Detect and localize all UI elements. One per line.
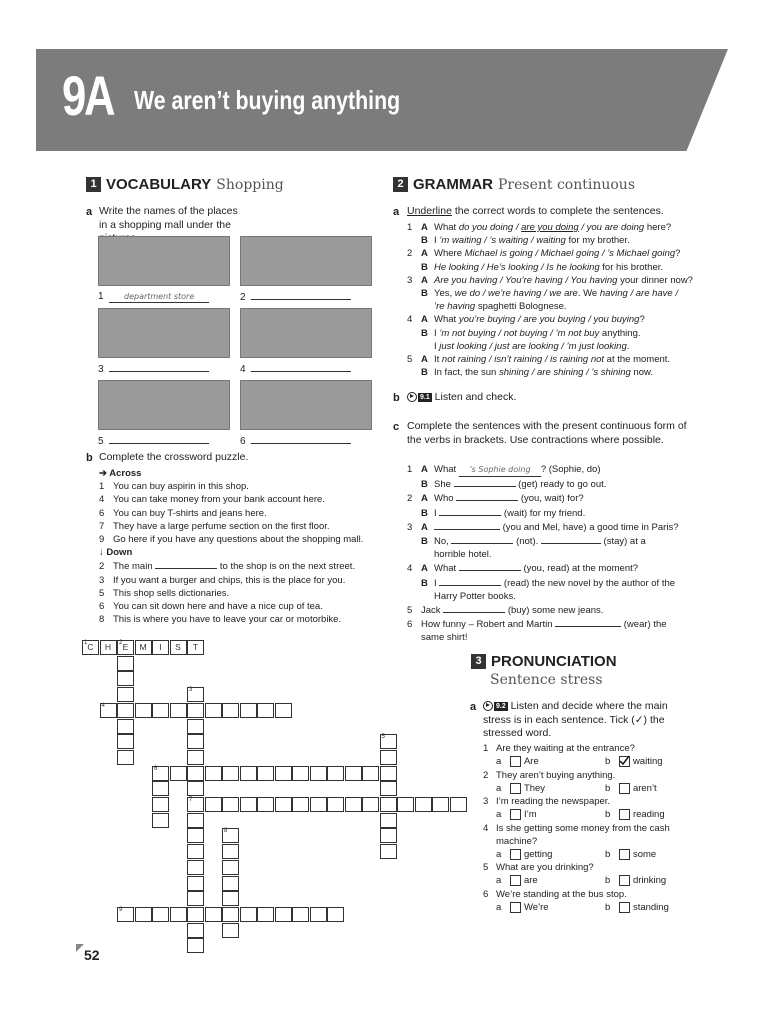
exercise-letter: c: [393, 421, 400, 433]
exercise-instruction: Write the names of the places in a shopping mall under the: [99, 205, 238, 231]
stress-option: a Are: [496, 756, 539, 768]
crossword-cell[interactable]: [117, 656, 134, 671]
crossword-cell[interactable]: [187, 923, 204, 938]
crossword-clue-number: 1: [84, 640, 88, 646]
crossword-cell[interactable]: [257, 907, 274, 922]
crossword-cell[interactable]: [187, 938, 204, 953]
crossword-clue-number: 9: [119, 906, 123, 913]
crossword-cell[interactable]: [205, 907, 222, 922]
item-sentence: Is she getting some money from the cash: [496, 822, 670, 834]
photo-answer-6: 6: [240, 434, 351, 448]
section-subtitle: Shopping: [216, 176, 284, 193]
crossword-cell[interactable]: [292, 907, 309, 922]
stress-option: b reading: [605, 809, 665, 821]
crossword-cell[interactable]: [240, 907, 257, 922]
grammar-c-items: 1 A What ’s Sophie doing ? (Sophie, do) B She (get) ready to go out. 2 A Who (you, wait) for? B I (wait) for my friend. 3 A (you and Mel, have) a good time in Paris? B No, (not). (stay) at a horrible hotel. 4 A What (you, read) at the moment? B I (read) the new novel by the author of the Harry Potter books. 5 Jack (buy) some new jeans. 6 How funny – Robert and Martin (wear) the same shirt!: [407, 464, 679, 644]
crossword-cell[interactable]: [187, 813, 204, 828]
tick-box[interactable]: [510, 783, 521, 794]
crossword-cell[interactable]: [117, 671, 134, 686]
crossword-cell[interactable]: [187, 766, 204, 781]
unit-number: 9A: [62, 64, 114, 127]
crossword-cell[interactable]: [117, 907, 134, 922]
clue: 7 They have a large perfume section on the first floor.: [99, 520, 330, 532]
crossword-cell[interactable]: [222, 923, 239, 938]
crossword-cell[interactable]: [345, 766, 362, 781]
crossword-cell[interactable]: [380, 781, 397, 796]
crossword-cell[interactable]: [327, 907, 344, 922]
crossword-cell[interactable]: [327, 797, 344, 812]
crossword-cell[interactable]: [135, 907, 152, 922]
crossword-cell[interactable]: [170, 703, 187, 718]
page-number: 52: [84, 947, 100, 963]
crossword-cell[interactable]: [222, 703, 239, 718]
crossword-cell[interactable]: [222, 860, 239, 875]
item-number: 6: [483, 888, 489, 900]
item-sentence: I’m reading the newspaper.: [496, 796, 611, 807]
crossword-cell[interactable]: E 2: [117, 640, 134, 655]
crossword-cell[interactable]: [187, 703, 204, 718]
photo-answer-5: 5: [98, 434, 209, 448]
crossword-cell[interactable]: [275, 766, 292, 781]
crossword-cell[interactable]: [222, 891, 239, 906]
crossword-cell[interactable]: [152, 797, 169, 812]
crossword-cell[interactable]: [415, 797, 432, 812]
crossword-cell[interactable]: [152, 766, 169, 781]
pronunciation-heading: [471, 652, 617, 672]
crossword-clue-number: 7: [189, 797, 193, 803]
crossword-cell[interactable]: M: [135, 640, 152, 655]
answer-field[interactable]: [109, 362, 209, 372]
exercise-instruction: Complete the sentences with the present continuous form of the verbs in brackets. Use contractions where possible.: [407, 420, 687, 446]
crossword-cell[interactable]: [135, 703, 152, 718]
crossword-clue-number: 5: [381, 734, 385, 741]
answer-field[interactable]: [251, 434, 351, 444]
exercise-instruction: Underline the correct words to complete the sentences.: [407, 205, 664, 217]
crossword-clue-number: 6: [154, 765, 158, 772]
photo-answer-1: 1 department store: [98, 290, 209, 303]
exercise-letter: a: [86, 206, 93, 218]
crossword-cell[interactable]: [362, 797, 379, 812]
crossword-cell[interactable]: [187, 719, 204, 734]
crossword-cell[interactable]: [450, 797, 467, 812]
crossword-cell[interactable]: [380, 734, 397, 749]
crossword-cell[interactable]: [275, 907, 292, 922]
clue: 5 This shop sells dictionaries.: [99, 587, 230, 599]
exercise-instruction: Complete the crossword puzzle.: [99, 451, 249, 463]
crossword-cell[interactable]: [432, 797, 449, 812]
tick-box[interactable]: [619, 756, 630, 767]
crossword-cell[interactable]: [187, 687, 204, 702]
crossword-cell[interactable]: H: [100, 640, 117, 655]
crossword-cell[interactable]: [380, 766, 397, 781]
clue: 1 You can buy aspirin in this shop.: [99, 481, 249, 493]
clue: 9 Go here if you have any questions about the shopping mall.: [99, 534, 364, 546]
crossword-cell[interactable]: [380, 844, 397, 859]
across-heading: ➔ Across: [99, 468, 142, 479]
section-title: GRAMMAR: [413, 176, 493, 193]
stress-option: b drinking: [605, 875, 667, 887]
crossword-cell[interactable]: [187, 907, 204, 922]
item-number: 3: [483, 796, 489, 807]
item-sentence-cont: machine?: [496, 835, 538, 847]
section-title: VOCABULARY: [106, 176, 212, 193]
photo-answer-4: 4: [240, 362, 351, 376]
crossword-cell[interactable]: [100, 703, 117, 718]
tick-box[interactable]: [510, 756, 521, 767]
photo-cafe: [98, 308, 230, 358]
crossword-cell[interactable]: [152, 703, 169, 718]
crossword-cell[interactable]: [257, 703, 274, 718]
crossword-cell[interactable]: [257, 766, 274, 781]
crossword-cell[interactable]: [222, 876, 239, 891]
stress-option: a They: [496, 782, 546, 794]
vocabulary-heading: [86, 175, 284, 195]
clue: 3 If you want a burger and chips, this is the place for you.: [99, 574, 346, 586]
grammar-a-items: 1 A What do you doing / are you doing / you are doing here? B I ’m waiting / ’s waiting / waiting for my brother. 2 A Where Michael is going / Michael going / ’s Michael going? B He looking / He’s looking / Is he looking for his brother. 3 A Are you having / You’re having / You having your dinner now? B Yes, we do / we’re having / we are. We having / are have / ’re having spaghetti Bolognese. 4 A What you’re buying / are you buying / you buying? B I ’m not buying / not buying / ’m not buy anything. I just looking / just are looking / ’m just looking. 5 A It not raining / isn’t raining / is raining not at the moment. B In fact, the sun shining / are shining / ’s shining now.: [407, 222, 693, 379]
exercise-letter: a: [393, 206, 400, 218]
crossword-cell[interactable]: [292, 766, 309, 781]
crossword-cell[interactable]: S: [170, 640, 187, 655]
item-sentence: We’re standing at the bus stop.: [496, 888, 627, 900]
answer-field[interactable]: department store: [109, 292, 209, 303]
crossword-cell[interactable]: [310, 766, 327, 781]
crossword-cell[interactable]: [117, 750, 134, 765]
section-subtitle: Sentence stress: [490, 672, 603, 688]
crossword-cell[interactable]: [327, 766, 344, 781]
crossword-cell[interactable]: [187, 750, 204, 765]
crossword-cell[interactable]: [152, 907, 169, 922]
stress-option: b some: [605, 848, 657, 860]
down-heading: ↓ Down: [99, 547, 133, 559]
crossword-cell[interactable]: [380, 813, 397, 828]
crossword-cell[interactable]: [187, 891, 204, 906]
crossword-cell[interactable]: [187, 860, 204, 875]
stress-option: a We’re: [496, 901, 549, 913]
crossword-cell[interactable]: [117, 734, 134, 749]
crossword-cell[interactable]: [275, 797, 292, 812]
crossword-cell[interactable]: [275, 703, 292, 718]
section-number: 1: [86, 177, 101, 192]
photo-answer-3: 3: [98, 362, 209, 376]
crossword-cell[interactable]: [152, 781, 169, 796]
stress-option: a are: [496, 875, 538, 887]
section-subtitle: Present continuous: [498, 176, 636, 193]
item-sentence: What are you drinking?: [496, 862, 594, 873]
crossword-cell[interactable]: [187, 876, 204, 891]
item-number: 4: [483, 822, 489, 834]
crossword-cell[interactable]: [117, 687, 134, 702]
crossword-cell[interactable]: [240, 797, 257, 812]
crossword-cell[interactable]: [205, 703, 222, 718]
item-number: 5: [483, 862, 489, 873]
crossword-cell[interactable]: [205, 797, 222, 812]
stress-option: b waiting: [605, 756, 663, 768]
crossword-clue-number: 8: [224, 828, 228, 835]
crossword-cell[interactable]: [152, 813, 169, 828]
crossword-cell[interactable]: [397, 797, 414, 812]
crossword-cell[interactable]: [222, 828, 239, 843]
audio-play-icon[interactable]: 9.2: [483, 701, 508, 711]
crossword-cell[interactable]: [187, 797, 204, 812]
clue: 2 The main to the shop is on the next street.: [99, 561, 356, 573]
tick-box[interactable]: [619, 783, 630, 794]
crossword-cell[interactable]: [170, 766, 187, 781]
tick-box[interactable]: [619, 875, 630, 886]
tick-box[interactable]: [619, 902, 630, 913]
tick-box[interactable]: [619, 849, 630, 860]
clue: 8 This is where you have to leave your car or motorbike.: [99, 614, 342, 626]
crossword-cell[interactable]: [380, 797, 397, 812]
item-number: 1: [483, 743, 489, 754]
section-number: 3: [471, 654, 486, 669]
crossword-cell[interactable]: [222, 844, 239, 859]
crossword-cell[interactable]: [362, 766, 379, 781]
page-corner: [76, 944, 84, 952]
crossword-clue-number: 3: [189, 687, 193, 694]
crossword-cell[interactable]: [310, 797, 327, 812]
answer-field[interactable]: [109, 434, 209, 444]
crossword-cell[interactable]: [187, 844, 204, 859]
stress-option: a I’m: [496, 809, 537, 821]
photo-bookshop: [240, 236, 372, 286]
crossword-cell[interactable]: T: [187, 640, 204, 655]
item-sentence: Are they waiting at the entrance?: [496, 743, 635, 754]
item-sentence: They aren’t buying anything.: [496, 769, 616, 781]
crossword-cell[interactable]: [117, 703, 134, 718]
answer-field[interactable]: [251, 290, 351, 300]
crossword-cell[interactable]: C 1: [82, 640, 99, 655]
exercise-letter: b: [393, 392, 400, 404]
stress-option: b standing: [605, 901, 669, 913]
crossword-clue-number: 2: [119, 640, 123, 646]
crossword-cell[interactable]: [187, 734, 204, 749]
photo-department-store: [98, 236, 230, 286]
crossword-cell[interactable]: [170, 907, 187, 922]
crossword-cell[interactable]: [292, 797, 309, 812]
stress-option: b aren’t: [605, 782, 657, 794]
crossword-cell[interactable]: [257, 797, 274, 812]
crossword-clues: [99, 467, 384, 626]
section-title: PRONUNCIATION: [491, 653, 617, 670]
stress-option: a getting: [496, 848, 553, 860]
tick-box[interactable]: [510, 875, 521, 886]
crossword-cell[interactable]: [117, 719, 134, 734]
crossword-cell[interactable]: [240, 703, 257, 718]
photo-clothes-shop: [240, 308, 372, 358]
clue: 6 You can sit down here and have a nice cup of tea.: [99, 601, 323, 613]
crossword-cell[interactable]: [380, 750, 397, 765]
tick-box[interactable]: [510, 902, 521, 913]
crossword-clue-number: 4: [101, 702, 105, 709]
crossword-cell[interactable]: [310, 907, 327, 922]
listen-check: 9.1 Listen and check.: [407, 391, 516, 405]
photo-cash-machine: [240, 380, 372, 430]
crossword-cell[interactable]: [187, 781, 204, 796]
audio-play-icon[interactable]: 9.1: [407, 392, 432, 402]
crossword-cell[interactable]: [187, 828, 204, 843]
tick-box[interactable]: [619, 809, 630, 820]
crossword-cell[interactable]: [240, 766, 257, 781]
exercise-letter: b: [86, 452, 93, 464]
unit-title: We aren’t buying anything: [134, 85, 401, 115]
crossword-cell[interactable]: I: [152, 640, 169, 655]
item-number: 2: [483, 769, 489, 781]
crossword-cell[interactable]: [222, 907, 239, 922]
crossword-cell[interactable]: [380, 828, 397, 843]
clue: 6 You can buy T-shirts and jeans here.: [99, 507, 267, 519]
answer-field[interactable]: [251, 362, 351, 372]
tick-box[interactable]: [510, 849, 521, 860]
section-number: 2: [393, 177, 408, 192]
crossword-cell[interactable]: [205, 766, 222, 781]
crossword-cell[interactable]: [222, 797, 239, 812]
crossword-cell[interactable]: [222, 766, 239, 781]
photo-chemist: [98, 380, 230, 430]
tick-box[interactable]: [510, 809, 521, 820]
exercise-instruction: 9.2 Listen and decide where the main stress is in each sentence. Tick (✓) the stressed word.: [483, 700, 668, 740]
exercise-letter: a: [470, 701, 477, 713]
clue: 4 You can take money from your bank account here.: [99, 494, 325, 506]
grammar-heading: [393, 175, 635, 195]
photo-answer-2: 2: [240, 290, 351, 304]
crossword-cell[interactable]: [345, 797, 362, 812]
